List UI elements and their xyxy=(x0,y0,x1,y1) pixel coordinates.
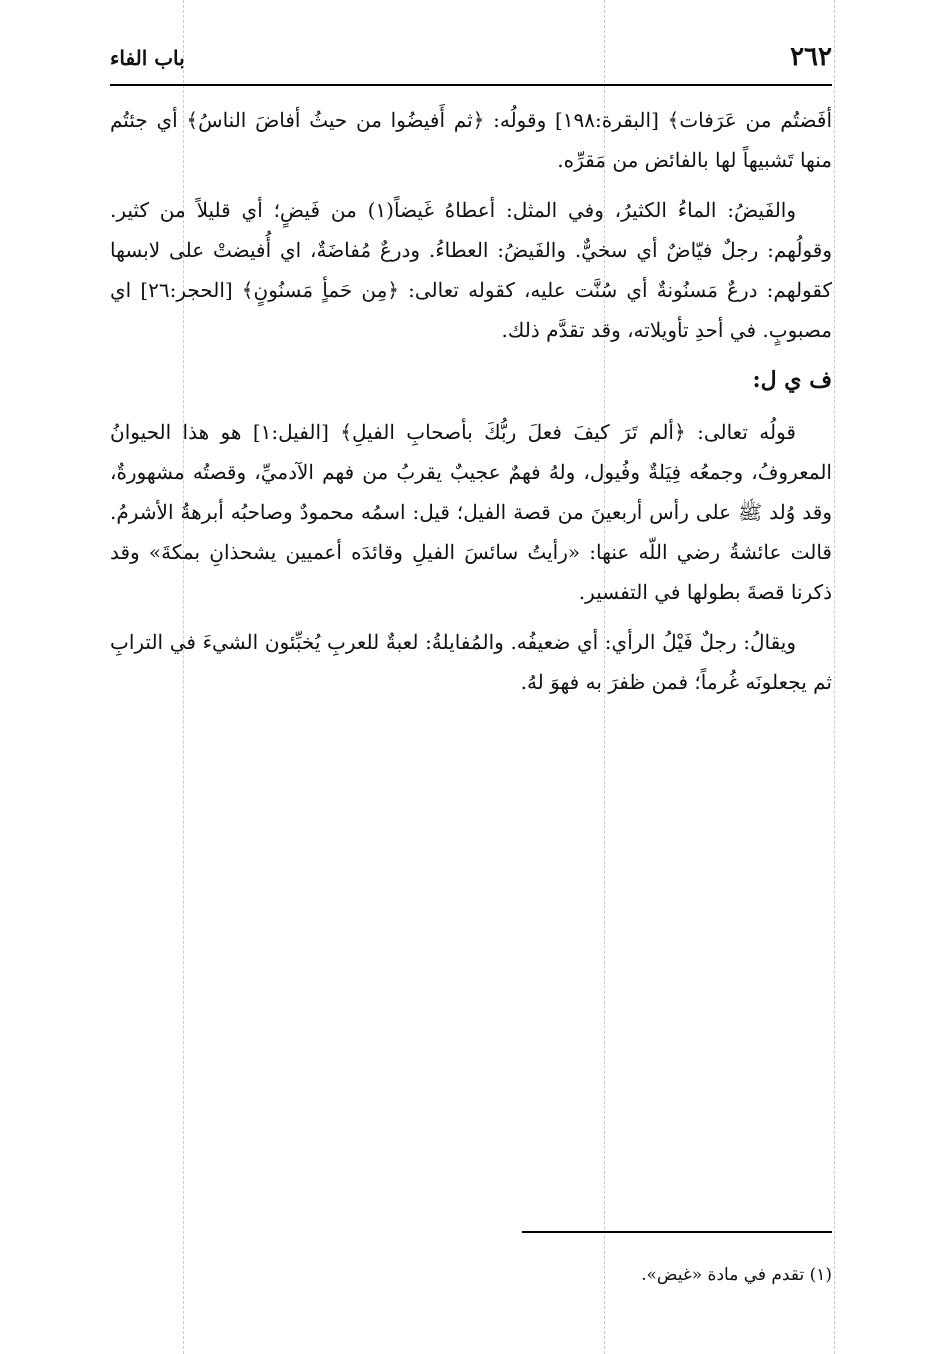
page-number: ٢٦٢ xyxy=(790,42,832,72)
section-title: باب الفاء xyxy=(110,46,185,70)
footnote: (١) تقدم في مادة «غيض». xyxy=(641,1265,832,1285)
paragraph-fayd: والفَيضُ: الماءُ الكثيرُ، وفي المثل: أعطاهُ غَيضاً(١) من فَيضٍ؛ أي قليلاً من كثير. وقولُهم: رجلٌ فيّاضٌ أي سخيٌّ. والفَيضُ: العطاءُ. ودرعٌ مُفاضَةٌ، اي أُفيضتْ على لابسها كقولهم: درعٌ مَسنُونةٌ أي سُنَّت عليه، كقوله تعالى: ﴿مِن حَمأٍ مَسنُونٍ﴾ [الحجر:٢٦] اي مصبوبٍ. في أحدِ تأويلاته، وقد تقدَّم ذلك. xyxy=(110,198,833,342)
paragraph-ifada: أفَضتُم من عَرَفات﴾ [البقرة:١٩٨] وقولُه: ﴿ثم أَفيضُوا من حيثُ أفاضَ الناسُ﴾ أي جئتُم منها تَشبيهاً لها بالفائض من مَقرِّه. xyxy=(110,108,833,172)
paragraph-mufayala: ويقالُ: رجلٌ فَيْلُ الرأي: أي ضعيفُه. والمُفايلةُ: لعبةٌ للعربِ يُخبِّئون الشيءَ في الترابِ ثم يجعلونَه غُرماً؛ فمن ظفرَ به فهوَ لهُ. xyxy=(110,630,832,694)
page-header xyxy=(110,38,832,86)
page-body xyxy=(110,100,832,712)
paragraph-fil: قولُه تعالى: ﴿ألم تَرَ كيفَ فعلَ ربُّكَ بأصحابِ الفيلِ﴾ [الفيل:١] هو هذا الحيوانُ المعروفُ، وجمعُه فِيَلةٌ وفُيول، ولهُ فهمٌ عجيبٌ يقربُ من فهم الآدميِّ، وقصتُه مشهورةٌ، وقد وُلد ﷺ على رأس أربعينَ من قصة الفيل؛ قيل: اسمُه محمودٌ وصاحبُه أبرهةُ الأشرمُ. قالت عائشةُ رضي اللّه عنها: «رأيتُ سائسَ الفيلِ وقائدَه أعميين يشحذانِ بمكةَ» وقد ذكرنا قصةَ بطولها في التفسير. xyxy=(110,420,832,604)
footnote-divider xyxy=(522,1231,832,1233)
page-guide-line xyxy=(834,0,835,1354)
entry-heading-fyl: ف ي ل: xyxy=(752,367,832,393)
